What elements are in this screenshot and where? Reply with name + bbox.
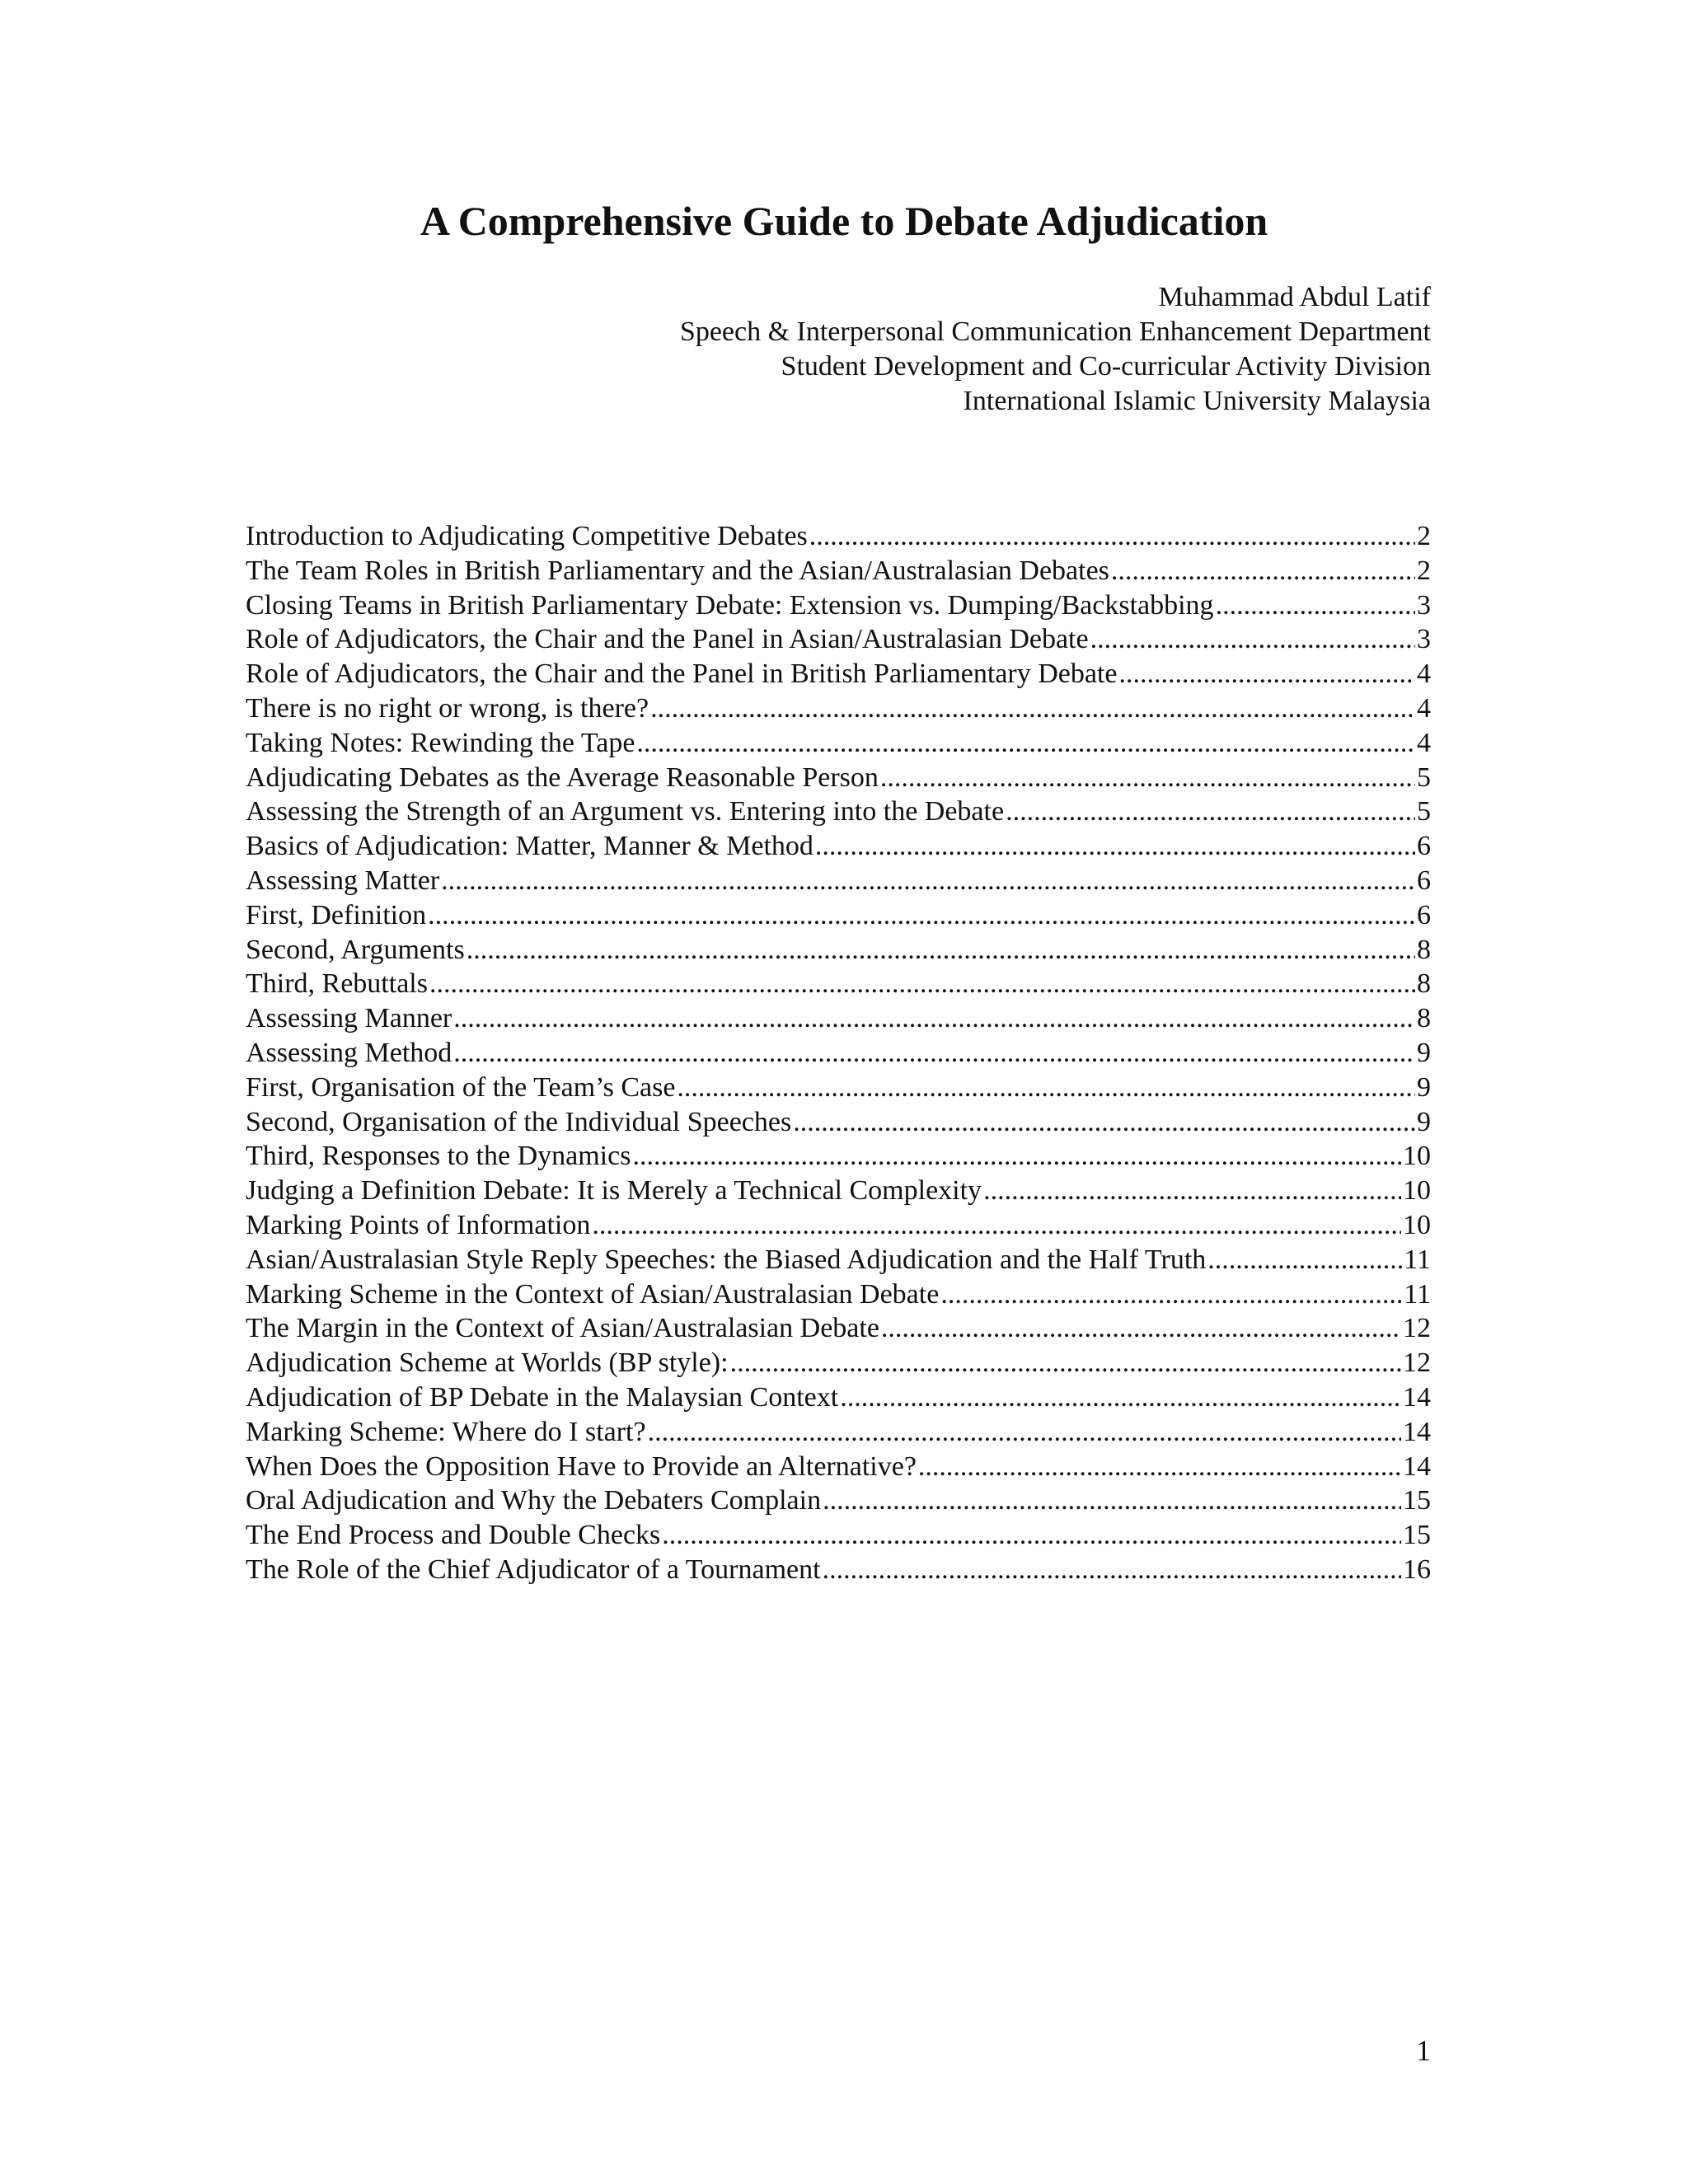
toc-entry[interactable] — [246, 864, 1431, 898]
toc-dot-leader — [1111, 554, 1415, 588]
document-title: A Comprehensive Guide to Debate Adjudication — [420, 198, 1268, 244]
toc-dot-leader — [632, 1139, 1401, 1174]
toc-entry-page: 16 — [1403, 1554, 1431, 1585]
toc-dot-leader — [881, 1311, 1401, 1346]
toc-entry-page: 12 — [1403, 1347, 1431, 1379]
table-of-contents — [246, 519, 1431, 1587]
toc-entry-page: 9 — [1417, 1106, 1431, 1137]
toc-dot-leader — [840, 1380, 1401, 1415]
affiliation-department: Speech & Interpersonal Communication Enhancement Department — [679, 316, 1431, 347]
toc-dot-leader — [823, 1483, 1401, 1518]
toc-entry-title: Marking Points of Information — [246, 1209, 591, 1240]
toc-entry-title: Role of Adjudicators, the Chair and the Panel in British Parliamentary Debate — [246, 658, 1118, 690]
toc-dot-leader — [1119, 657, 1415, 691]
toc-entry-title: Assessing Manner — [246, 1003, 452, 1034]
toc-entry[interactable] — [246, 1139, 1431, 1174]
toc-entry-page: 5 — [1417, 762, 1431, 793]
page-number: 1 — [1416, 2034, 1431, 2067]
toc-entry-page: 5 — [1417, 796, 1431, 827]
toc-entry-title: Closing Teams in British Parliamentary Debate: Extension vs. Dumping/Backstabbing — [246, 589, 1214, 621]
toc-entry[interactable] — [246, 691, 1431, 726]
toc-entry[interactable] — [246, 1071, 1431, 1105]
toc-entry-page: 8 — [1417, 934, 1431, 965]
toc-entry-page: 4 — [1417, 658, 1431, 690]
toc-dot-leader — [880, 761, 1415, 795]
toc-entry[interactable] — [246, 622, 1431, 657]
toc-entry-title: First, Definition — [246, 899, 427, 930]
toc-dot-leader — [940, 1277, 1402, 1312]
toc-entry-title: The End Process and Double Checks — [246, 1520, 661, 1551]
toc-dot-leader — [918, 1450, 1401, 1484]
toc-entry-title: The Team Roles in British Parliamentary and the Asian/Australasian Debates — [246, 555, 1109, 586]
affiliation-division: Student Development and Co-curricular Activity Division — [781, 351, 1431, 382]
toc-entry[interactable] — [246, 898, 1431, 933]
toc-entry-title: Second, Arguments — [246, 934, 465, 965]
toc-dot-leader — [429, 967, 1415, 1001]
affiliation-university: International Islamic University Malaysia — [963, 386, 1431, 416]
toc-entry-title: Third, Responses to the Dynamics — [246, 1141, 631, 1172]
toc-dot-leader — [467, 933, 1415, 968]
toc-entry-page: 15 — [1403, 1485, 1431, 1516]
toc-entry[interactable] — [246, 1346, 1431, 1380]
toc-dot-leader — [815, 829, 1415, 864]
toc-dot-leader — [428, 898, 1415, 933]
toc-entry[interactable] — [246, 1243, 1431, 1277]
toc-entry[interactable] — [246, 1036, 1431, 1071]
toc-entry[interactable] — [246, 1553, 1431, 1587]
author-block — [680, 280, 1431, 419]
toc-dot-leader — [823, 1553, 1401, 1587]
toc-dot-leader — [453, 1036, 1415, 1071]
toc-entry[interactable] — [246, 554, 1431, 588]
toc-entry-title: Marking Scheme: Where do I start? — [246, 1416, 646, 1447]
author-name: Muhammad Abdul Latif — [1158, 282, 1431, 312]
toc-entry-page: 6 — [1417, 865, 1431, 896]
toc-entry-page: 3 — [1417, 589, 1431, 621]
toc-entry[interactable] — [246, 761, 1431, 795]
toc-entry-title: Assessing the Strength of an Argument vs. Entering into the Debate — [246, 796, 1005, 827]
toc-dot-leader — [636, 726, 1415, 761]
toc-entry-page: 8 — [1417, 1003, 1431, 1034]
toc-entry-page: 14 — [1403, 1381, 1431, 1413]
toc-dot-leader — [730, 1346, 1401, 1380]
toc-entry[interactable] — [246, 1380, 1431, 1415]
toc-entry[interactable] — [246, 1174, 1431, 1208]
toc-entry-page: 11 — [1404, 1278, 1431, 1310]
toc-dot-leader — [662, 1518, 1401, 1553]
toc-entry[interactable] — [246, 1415, 1431, 1450]
toc-dot-leader — [1006, 794, 1415, 829]
toc-dot-leader — [1090, 622, 1415, 657]
toc-dot-leader — [441, 864, 1415, 898]
toc-entry-page: 14 — [1403, 1451, 1431, 1482]
toc-dot-leader — [592, 1208, 1401, 1243]
toc-dot-leader — [648, 1415, 1401, 1450]
toc-entry[interactable] — [246, 1105, 1431, 1140]
toc-entry[interactable] — [246, 519, 1431, 554]
toc-entry[interactable] — [246, 933, 1431, 968]
toc-entry[interactable] — [246, 657, 1431, 691]
toc-dot-leader — [983, 1174, 1401, 1208]
toc-entry-title: Introduction to Adjudicating Competitive Debates — [246, 521, 808, 551]
toc-entry[interactable] — [246, 1311, 1431, 1346]
toc-entry[interactable] — [246, 588, 1431, 623]
toc-entry-title: Assessing Matter — [246, 865, 440, 896]
toc-dot-leader — [677, 1071, 1415, 1105]
toc-entry-page: 2 — [1417, 555, 1431, 586]
toc-entry-title: Oral Adjudication and Why the Debaters Complain — [246, 1485, 822, 1516]
toc-entry[interactable] — [246, 1483, 1431, 1518]
toc-entry[interactable] — [246, 1208, 1431, 1243]
toc-entry[interactable] — [246, 794, 1431, 829]
toc-dot-leader — [650, 691, 1415, 726]
toc-entry[interactable] — [246, 829, 1431, 864]
toc-entry[interactable] — [246, 1450, 1431, 1484]
toc-entry-title: The Role of the Chief Adjudicator of a Tournament — [246, 1554, 821, 1585]
toc-entry[interactable] — [246, 1518, 1431, 1553]
toc-entry-page: 8 — [1417, 968, 1431, 1000]
toc-entry-title: When Does the Opposition Have to Provide an Alternative? — [246, 1451, 917, 1482]
toc-entry-title: Second, Organisation of the Individual Speeches — [246, 1106, 792, 1137]
toc-entry-title: Assessing Method — [246, 1037, 452, 1068]
toc-entry-page: 3 — [1417, 624, 1431, 655]
toc-entry-title: There is no right or wrong, is there? — [246, 692, 649, 724]
toc-entry-title: Basics of Adjudication: Matter, Manner & Method — [246, 831, 814, 862]
toc-entry-page: 2 — [1417, 521, 1431, 551]
toc-entry-title: The Margin in the Context of Asian/Australasian Debate — [246, 1313, 879, 1344]
toc-entry-page: 6 — [1417, 899, 1431, 930]
toc-entry-title: Marking Scheme in the Context of Asian/Australasian Debate — [246, 1278, 940, 1310]
toc-entry[interactable] — [246, 1001, 1431, 1036]
toc-entry-page: 10 — [1403, 1175, 1431, 1207]
toc-entry-page: 4 — [1417, 727, 1431, 758]
toc-entry-page: 9 — [1417, 1037, 1431, 1068]
toc-entry-page: 11 — [1404, 1244, 1431, 1275]
toc-entry-title: Adjudication of BP Debate in the Malaysian Context — [246, 1381, 839, 1413]
toc-entry-page: 15 — [1403, 1520, 1431, 1551]
toc-dot-leader — [809, 519, 1415, 554]
toc-entry-page: 10 — [1403, 1141, 1431, 1172]
toc-entry-title: Asian/Australasian Style Reply Speeches: the Biased Adjudication and the Half Truth — [246, 1244, 1207, 1275]
toc-dot-leader — [1207, 1243, 1402, 1277]
toc-entry[interactable] — [246, 726, 1431, 761]
toc-entry-title: Adjudicating Debates as the Average Reasonable Person — [246, 762, 879, 793]
toc-entry-page: 14 — [1403, 1416, 1431, 1447]
toc-entry[interactable] — [246, 1277, 1431, 1312]
toc-entry-title: Taking Notes: Rewinding the Tape — [246, 727, 635, 758]
toc-entry-page: 6 — [1417, 831, 1431, 862]
toc-entry-title: Judging a Definition Debate: It is Merely a Technical Complexity — [246, 1175, 982, 1207]
toc-entry-page: 4 — [1417, 692, 1431, 724]
toc-entry-title: First, Organisation of the Team’s Case — [246, 1071, 676, 1103]
toc-entry-page: 9 — [1417, 1071, 1431, 1103]
toc-entry-page: 12 — [1403, 1313, 1431, 1344]
toc-entry-title: Third, Rebuttals — [246, 968, 428, 1000]
toc-dot-leader — [793, 1105, 1415, 1140]
toc-entry-page: 10 — [1403, 1209, 1431, 1240]
toc-entry[interactable] — [246, 967, 1431, 1001]
toc-entry-title: Adjudication Scheme at Worlds (BP style): — [246, 1347, 729, 1379]
toc-dot-leader — [1216, 588, 1415, 623]
toc-dot-leader — [453, 1001, 1415, 1036]
toc-entry-title: Role of Adjudicators, the Chair and the Panel in Asian/Australasian Debate — [246, 624, 1089, 655]
